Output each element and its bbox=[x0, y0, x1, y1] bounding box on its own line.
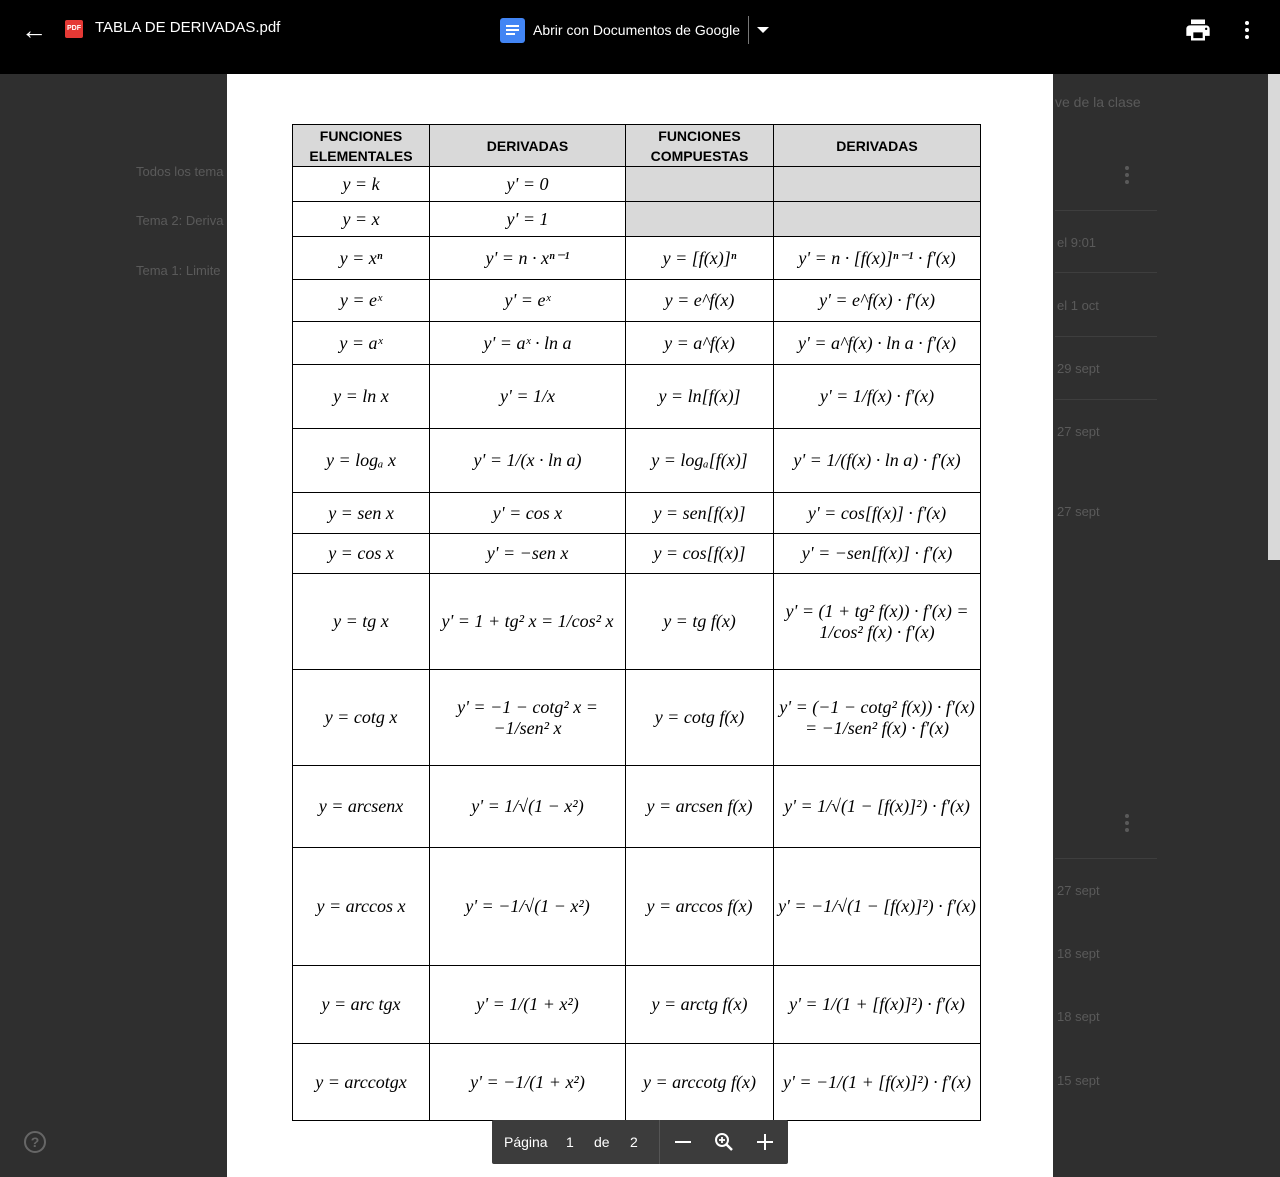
table-row bbox=[293, 365, 981, 429]
table-header-row bbox=[293, 125, 981, 167]
zoom-in-icon[interactable] bbox=[753, 1130, 777, 1154]
bg-divider bbox=[1055, 272, 1157, 273]
table-cell: y' = 1/(f(x) · ln a) · f'(x) bbox=[774, 429, 981, 493]
table-row bbox=[293, 848, 981, 966]
zoom-out-icon[interactable] bbox=[671, 1130, 695, 1154]
table-cell: y = a^f(x) bbox=[626, 322, 774, 365]
divider bbox=[659, 1120, 660, 1164]
scrollbar-thumb[interactable] bbox=[1268, 74, 1280, 560]
bg-date: 15 sept bbox=[1057, 1073, 1100, 1088]
table-cell: y' = 1 + tg² x = 1/cos² x bbox=[430, 574, 626, 670]
bg-divider bbox=[1055, 399, 1157, 400]
column-header: FUNCIONES ELEMENTALES bbox=[293, 125, 430, 167]
bg-date: el 1 oct bbox=[1057, 298, 1099, 313]
table-cell: y = eˣ bbox=[293, 280, 430, 322]
table-row bbox=[293, 280, 981, 322]
table-row bbox=[293, 202, 981, 237]
table-cell: y' = e^f(x) · f'(x) bbox=[774, 280, 981, 322]
table-cell: y = cos[f(x)] bbox=[626, 534, 774, 574]
table-cell bbox=[626, 167, 774, 202]
table-cell: y = logₐ[f(x)] bbox=[626, 429, 774, 493]
zoom-icon[interactable] bbox=[712, 1130, 736, 1154]
table-row bbox=[293, 429, 981, 493]
table-cell: y = aˣ bbox=[293, 322, 430, 365]
page-of-label: de bbox=[594, 1134, 610, 1150]
table-cell: y' = a^f(x) · ln a · f'(x) bbox=[774, 322, 981, 365]
more-options-icon[interactable] bbox=[1238, 16, 1256, 44]
table-row bbox=[293, 322, 981, 365]
column-header: FUNCIONES COMPUESTAS bbox=[626, 125, 774, 167]
table-cell: y = arcsenx bbox=[293, 766, 430, 848]
table-cell: y' = n · [f(x)]ⁿ⁻¹ · f'(x) bbox=[774, 237, 981, 280]
table-cell: y' = 0 bbox=[430, 167, 626, 202]
bg-date: 18 sept bbox=[1057, 946, 1100, 961]
page-controls bbox=[492, 1120, 788, 1164]
table-cell: y = cotg x bbox=[293, 670, 430, 766]
column-header: DERIVADAS bbox=[430, 125, 626, 167]
table-cell: y' = cos x bbox=[430, 493, 626, 534]
table-cell: y' = −1/√(1 − x²) bbox=[430, 848, 626, 966]
bg-sidebar-item: Tema 1: Limite bbox=[136, 263, 221, 278]
help-icon[interactable]: ? bbox=[24, 1131, 46, 1153]
table-cell: y' = −1 − cotg² x = −1/sen² x bbox=[430, 670, 626, 766]
table-cell: y = arc tgx bbox=[293, 966, 430, 1044]
bg-sidebar-item: Todos los tema bbox=[136, 164, 224, 179]
table-row bbox=[293, 766, 981, 848]
derivatives-table bbox=[292, 124, 981, 1121]
bg-date: 27 sept bbox=[1057, 883, 1100, 898]
table-cell: y = [f(x)]ⁿ bbox=[626, 237, 774, 280]
table-cell: y = arccotgx bbox=[293, 1044, 430, 1121]
table-cell: y = arcsen f(x) bbox=[626, 766, 774, 848]
table-cell: y = k bbox=[293, 167, 430, 202]
table-cell: y' = 1/√(1 − [f(x)]²) · f'(x) bbox=[774, 766, 981, 848]
table-cell: y = ln x bbox=[293, 365, 430, 429]
page-number-input[interactable]: 1 bbox=[566, 1134, 574, 1150]
table-row bbox=[293, 574, 981, 670]
column-header: DERIVADAS bbox=[774, 125, 981, 167]
table-cell: y = sen[f(x)] bbox=[626, 493, 774, 534]
table-cell: y = arccotg f(x) bbox=[626, 1044, 774, 1121]
bg-date: 27 sept bbox=[1057, 504, 1100, 519]
table-cell: y' = 1 bbox=[430, 202, 626, 237]
page-label: Página bbox=[504, 1134, 548, 1150]
open-with-label: Abrir con Documentos de Google bbox=[533, 22, 740, 38]
table-cell: y = x bbox=[293, 202, 430, 237]
back-arrow-icon[interactable]: ← bbox=[21, 15, 47, 45]
page-total: 2 bbox=[630, 1134, 638, 1150]
table-cell: y' = 1/(x · ln a) bbox=[430, 429, 626, 493]
table-cell: y' = cos[f(x)] · f'(x) bbox=[774, 493, 981, 534]
table-cell bbox=[774, 167, 981, 202]
table-cell: y = xⁿ bbox=[293, 237, 430, 280]
table-cell: y = cotg f(x) bbox=[626, 670, 774, 766]
table-cell: y = tg f(x) bbox=[626, 574, 774, 670]
print-icon[interactable] bbox=[1184, 16, 1212, 44]
table-row bbox=[293, 534, 981, 574]
table-cell: y' = −sen[f(x)] · f'(x) bbox=[774, 534, 981, 574]
table-cell: y = cos x bbox=[293, 534, 430, 574]
table-cell: y' = 1/√(1 − x²) bbox=[430, 766, 626, 848]
table-cell: y' = eˣ bbox=[430, 280, 626, 322]
table-cell: y = arccos x bbox=[293, 848, 430, 966]
table-cell: y' = 1/x bbox=[430, 365, 626, 429]
table-cell: y = e^f(x) bbox=[626, 280, 774, 322]
table-cell: y' = aˣ · ln a bbox=[430, 322, 626, 365]
bg-divider bbox=[1055, 336, 1157, 337]
bg-date: 27 sept bbox=[1057, 424, 1100, 439]
bg-divider bbox=[1055, 210, 1157, 211]
table-cell: y' = (1 + tg² f(x)) · f'(x) = 1/cos² f(x) · f'(x) bbox=[774, 574, 981, 670]
viewer-toolbar bbox=[0, 0, 1280, 74]
table-cell: y' = n · xⁿ⁻¹ bbox=[430, 237, 626, 280]
bg-date: el 9:01 bbox=[1057, 235, 1097, 250]
table-cell: y = logₐ x bbox=[293, 429, 430, 493]
divider bbox=[748, 16, 749, 44]
table-cell: y = ln[f(x)] bbox=[626, 365, 774, 429]
table-row bbox=[293, 670, 981, 766]
dropdown-caret-icon[interactable] bbox=[757, 27, 769, 33]
table-cell: y = tg x bbox=[293, 574, 430, 670]
table-cell: y = arctg f(x) bbox=[626, 966, 774, 1044]
table-row bbox=[293, 493, 981, 534]
table-cell: y' = 1/(1 + x²) bbox=[430, 966, 626, 1044]
bg-sidebar-item: Tema 2: Deriva bbox=[136, 213, 224, 228]
table-row bbox=[293, 167, 981, 202]
table-cell: y' = −sen x bbox=[430, 534, 626, 574]
table-cell: y = sen x bbox=[293, 493, 430, 534]
bg-date: 18 sept bbox=[1057, 1009, 1100, 1024]
table-cell: y' = 1/f(x) · f'(x) bbox=[774, 365, 981, 429]
table-row bbox=[293, 237, 981, 280]
file-name: TABLA DE DERIVADAS.pdf bbox=[95, 19, 281, 36]
table-row bbox=[293, 966, 981, 1044]
open-with-button[interactable] bbox=[500, 17, 769, 43]
google-docs-icon bbox=[500, 18, 525, 43]
table-cell: y' = −1/√(1 − [f(x)]²) · f'(x) bbox=[774, 848, 981, 966]
table-cell: y' = −1/(1 + x²) bbox=[430, 1044, 626, 1121]
bg-date: 29 sept bbox=[1057, 361, 1100, 376]
table-cell bbox=[626, 202, 774, 237]
table-row bbox=[293, 1044, 981, 1121]
table-cell: y' = −1/(1 + [f(x)]²) · f'(x) bbox=[774, 1044, 981, 1121]
bg-header-text: ve de la clase bbox=[1055, 94, 1141, 110]
table-cell bbox=[774, 202, 981, 237]
table-cell: y' = 1/(1 + [f(x)]²) · f'(x) bbox=[774, 966, 981, 1044]
bg-divider bbox=[1055, 858, 1157, 859]
table-cell: y' = (−1 − cotg² f(x)) · f'(x) = −1/sen² f(x) · f'(x) bbox=[774, 670, 981, 766]
table-cell: y = arccos f(x) bbox=[626, 848, 774, 966]
pdf-file-icon: PDF bbox=[65, 20, 83, 38]
